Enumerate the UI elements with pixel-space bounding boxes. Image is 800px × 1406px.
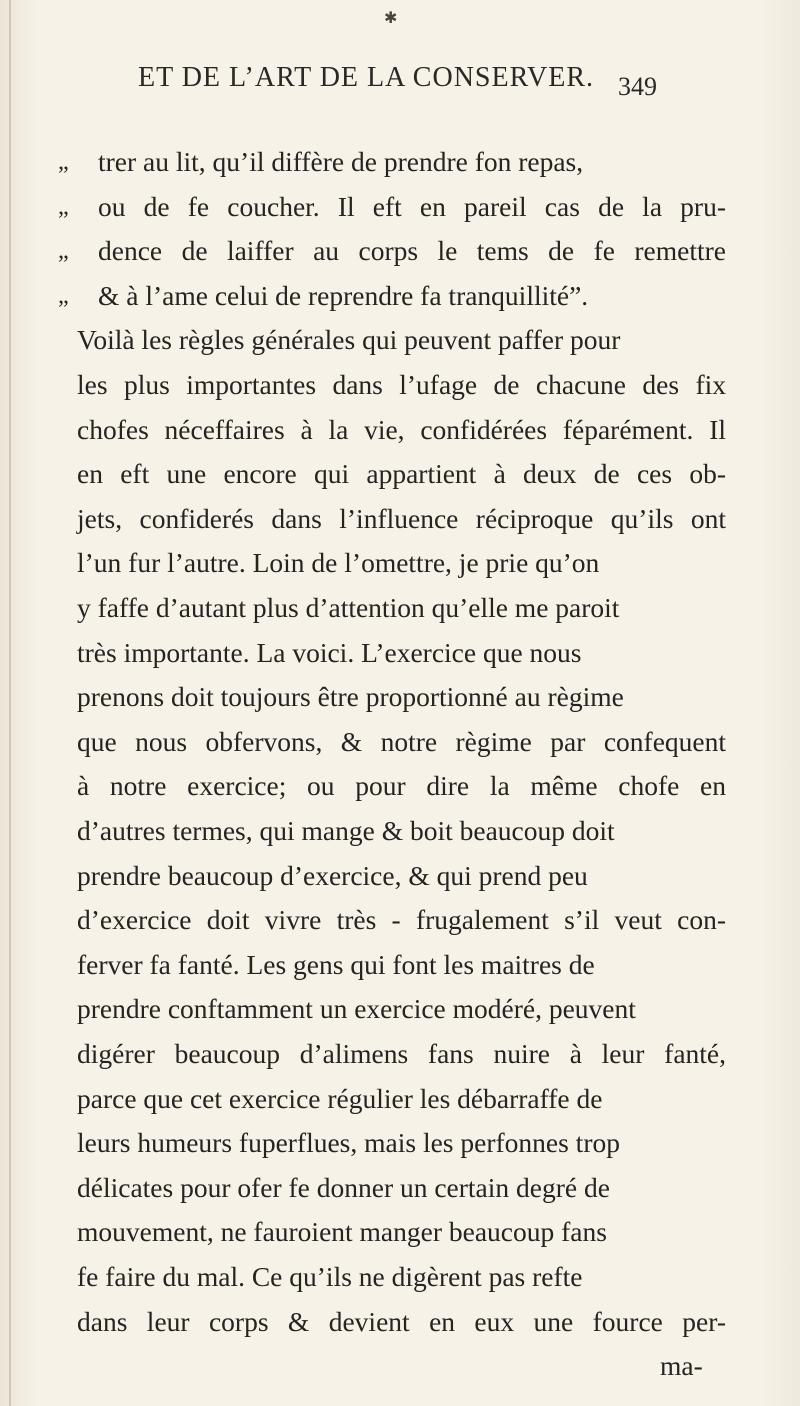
- line-text: en eft une encore qui appartient à deux de ces ob-: [77, 458, 726, 490]
- text-line: [0, 631, 800, 675]
- text-line: [0, 1077, 800, 1121]
- line-text: leurs humeurs fuperflues, mais les perfonnes trop: [77, 1127, 620, 1159]
- text-line: [0, 1121, 800, 1165]
- text-line: [0, 764, 800, 808]
- line-text: très importante. La voici. L’exercice que nous: [77, 636, 582, 668]
- line-text: que nous obfervons, & notre règime par confequent: [77, 725, 726, 757]
- line-text: fe faire du mal. Ce qu’ils ne digèrent pas refte: [77, 1261, 583, 1292]
- quotation-mark: „: [58, 282, 69, 309]
- line-text: ou de fe coucher. Il eft en pareil cas de la pru-: [98, 190, 726, 222]
- line-text: ferver fa fanté. Les gens qui font les maitres de: [77, 948, 595, 980]
- text-line: [0, 1255, 800, 1299]
- quotation-mark: „: [58, 193, 69, 220]
- running-head: [0, 62, 800, 102]
- line-text: prenons doit toujours être proportionné au règime: [77, 681, 624, 713]
- line-text: Voilà les règles générales qui peuvent paffer pour: [77, 324, 621, 356]
- line-text: délicates pour ofer fe donner un certain degré de: [77, 1171, 610, 1203]
- text-line: [0, 1344, 800, 1388]
- text-line: [0, 675, 800, 719]
- line-text: trer au lit, qu’il diffère de prendre fon repas,: [98, 146, 584, 177]
- text-line: [0, 720, 800, 764]
- line-text: prendre conftamment un exercice modéré, peuvent: [77, 993, 636, 1025]
- text-line: [0, 140, 800, 184]
- printer-ornament: ✱: [384, 8, 398, 27]
- text-line: [0, 898, 800, 942]
- line-text: dence de laiffer au corps le tems de fe remettre: [98, 235, 726, 267]
- text-line: [0, 1210, 800, 1254]
- line-text: l’un fur l’autre. Loin de l’omettre, je prie qu’on: [77, 547, 600, 579]
- text-line: [0, 854, 800, 898]
- text-line: [0, 318, 800, 362]
- text-line: [0, 809, 800, 853]
- line-text: prendre beaucoup d’exercice, & qui prend peu: [77, 859, 588, 891]
- line-text: & à l’ame celui de reprendre fa tranquillité”.: [98, 279, 589, 311]
- line-text: d’autres termes, qui mange & boit beaucoup doit: [77, 815, 615, 846]
- line-text: dans leur corps & devient en eux une fource per-: [77, 1305, 726, 1337]
- text-line: [0, 541, 800, 585]
- line-text: mouvement, ne fauroient manger beaucoup fans: [77, 1216, 607, 1248]
- line-text: jets, confiderés dans l’influence réciproque qu’ils ont: [77, 502, 726, 534]
- line-text: les plus importantes dans l’ufage de chacune des fix: [77, 369, 726, 400]
- text-line: [0, 408, 800, 452]
- line-text: ma-: [660, 1350, 703, 1382]
- text-line: [0, 1300, 800, 1344]
- line-text: parce que cet exercice régulier les débarraffe de: [77, 1082, 603, 1114]
- line-text: chofes néceffaires à la vie, confidérées féparément. Il: [77, 413, 726, 445]
- text-line: [0, 274, 800, 318]
- text-line: [0, 497, 800, 541]
- text-line: [0, 586, 800, 630]
- quotation-mark: „: [58, 149, 69, 175]
- text-line: [0, 1032, 800, 1076]
- text-line: [0, 452, 800, 496]
- text-line: [0, 1166, 800, 1210]
- page-number: 349: [618, 72, 657, 101]
- text-line: [0, 185, 800, 229]
- line-text: d’exercice doit vivre très - frugalement s’il veut con-: [77, 904, 726, 936]
- text-line: [0, 987, 800, 1031]
- text-line: [0, 943, 800, 987]
- line-text: à notre exercice; ou pour dire la même chofe en: [77, 770, 726, 802]
- text-line: [0, 363, 800, 407]
- text-line: [0, 229, 800, 273]
- line-text: y faffe d’autant plus d’attention qu’elle me paroit: [77, 592, 620, 623]
- line-text: digérer beaucoup d’alimens fans nuire à leur fanté,: [77, 1038, 726, 1069]
- quotation-mark: „: [58, 238, 69, 265]
- running-title: ET DE L’ART DE LA CONSERVER.: [138, 62, 595, 93]
